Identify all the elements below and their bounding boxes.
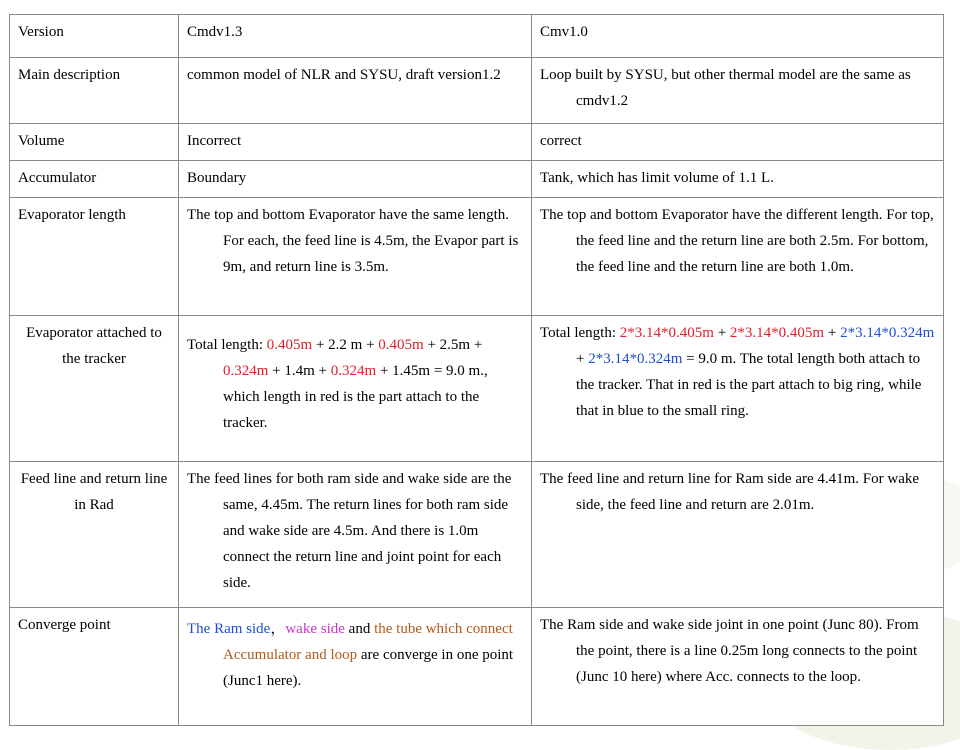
row-label: Volume <box>10 124 179 161</box>
text-run: + 2.2 m + <box>312 337 379 353</box>
row-label: Feed line and return line in Rad <box>10 462 179 608</box>
red-length-value: 0.405m <box>266 337 313 353</box>
row-label: Main description <box>10 58 179 124</box>
row-label: Accumulator <box>10 161 179 198</box>
table-row-evaporator-attached <box>10 316 944 462</box>
text-run: + <box>576 351 589 367</box>
text-run: + <box>713 325 730 341</box>
text-run: + 1.45m = 9.0 m., which length in red is the part attach to the tracker. <box>223 363 488 431</box>
cell-cmv10 <box>532 58 944 124</box>
table-row-volume <box>10 124 944 161</box>
text-run: Total length: <box>540 325 620 341</box>
cell-text: The top and bottom Evaporator have the different length. For top, the feed line and the return line are both 2.5m. For bottom, the feed line and the return line are both 1.0m. <box>540 207 934 275</box>
cell-text: The top and bottom Evaporator have the same length. For each, the feed line is 4.5m, the Evapor part is 9m, and return line is 3.5m. <box>187 207 519 275</box>
cell-text: Loop built by SYSU, but other thermal model are the same as cmdv1.2 <box>540 67 911 109</box>
cell-cmv10 <box>532 198 944 316</box>
cell-cmdv13 <box>179 58 532 124</box>
text-run: + 1.4m + <box>268 363 331 379</box>
tube-text: the tube which connect Accumulator and loop <box>223 621 513 663</box>
table-row-feed-line <box>10 462 944 608</box>
table-row-main-description <box>10 58 944 124</box>
cell-cmv10: Tank, which has limit volume of 1.1 L. <box>532 161 944 198</box>
cell-cmdv13: Incorrect <box>179 124 532 161</box>
text-run: ， <box>270 621 286 637</box>
wake-side-text: wake side <box>285 621 345 637</box>
comparison-table <box>9 14 944 726</box>
cell-text <box>187 616 523 694</box>
text-run: are converge in one point (Junc1 here). <box>223 647 514 689</box>
cell-cmv10 <box>532 608 944 726</box>
cell-cmdv13 <box>179 462 532 608</box>
cell-text: The feed lines for both ram side and wake side are the same, 4.45m. The return lines for both ram side and wake side are 4.5m. And there is 1.0m connect the return line and joint point for each side. <box>187 471 512 591</box>
text-run: + 2.5m + <box>423 337 483 353</box>
cell-cmdv13: Boundary <box>179 161 532 198</box>
header-cell-cmdv13: Cmdv1.3 <box>179 15 532 58</box>
ram-side-text: The Ram side <box>187 621 271 637</box>
header-cell-cmv10: Cmv1.0 <box>532 15 944 58</box>
table-row-converge-point <box>10 608 944 726</box>
blue-length-value: 2*3.14*0.324m <box>588 351 683 367</box>
text-run: + <box>824 325 841 341</box>
cell-text: The Ram side and wake side joint in one point (Junc 80). From the point, there is a line 0.25m long connects to the point (Junc 10 here) where Acc. connects to the loop. <box>540 617 919 685</box>
cell-cmdv13 <box>179 316 532 462</box>
cell-text <box>187 332 523 436</box>
cell-cmv10 <box>532 462 944 608</box>
red-length-value: 0.324m <box>223 363 269 379</box>
header-cell-label: Version <box>10 15 179 58</box>
cell-cmdv13 <box>179 608 532 726</box>
red-length-value: 0.324m <box>330 363 377 379</box>
row-label: Evaporator attached to the tracker <box>10 316 179 462</box>
text-run: = 9.0 m. The total length both attach to the tracker. That in red is the part attach to big ring, while that in blue to the small ring. <box>576 351 922 419</box>
cell-text: The feed line and return line for Ram side are 4.41m. For wake side, the feed line and return are 2.01m. <box>540 471 920 513</box>
row-label: Converge point <box>10 608 179 726</box>
blue-length-value: 2*3.14*0.324m <box>840 325 935 341</box>
cell-cmdv13 <box>179 198 532 316</box>
text-run: Total length: <box>187 337 267 353</box>
cell-cmv10 <box>532 316 944 462</box>
table-row-evaporator-length <box>10 198 944 316</box>
cell-cmv10: correct <box>532 124 944 161</box>
table-row-version <box>10 15 944 58</box>
red-length-value: 2*3.14*0.405m <box>619 325 714 341</box>
text-run: and <box>344 621 375 637</box>
cell-text <box>540 320 935 424</box>
red-length-value: 0.405m <box>378 337 424 353</box>
table-row-accumulator <box>10 161 944 198</box>
red-length-value: 2*3.14*0.405m <box>729 325 825 341</box>
row-label: Evaporator length <box>10 198 179 316</box>
cell-text: common model of NLR and SYSU, draft version1.2 <box>187 67 501 83</box>
